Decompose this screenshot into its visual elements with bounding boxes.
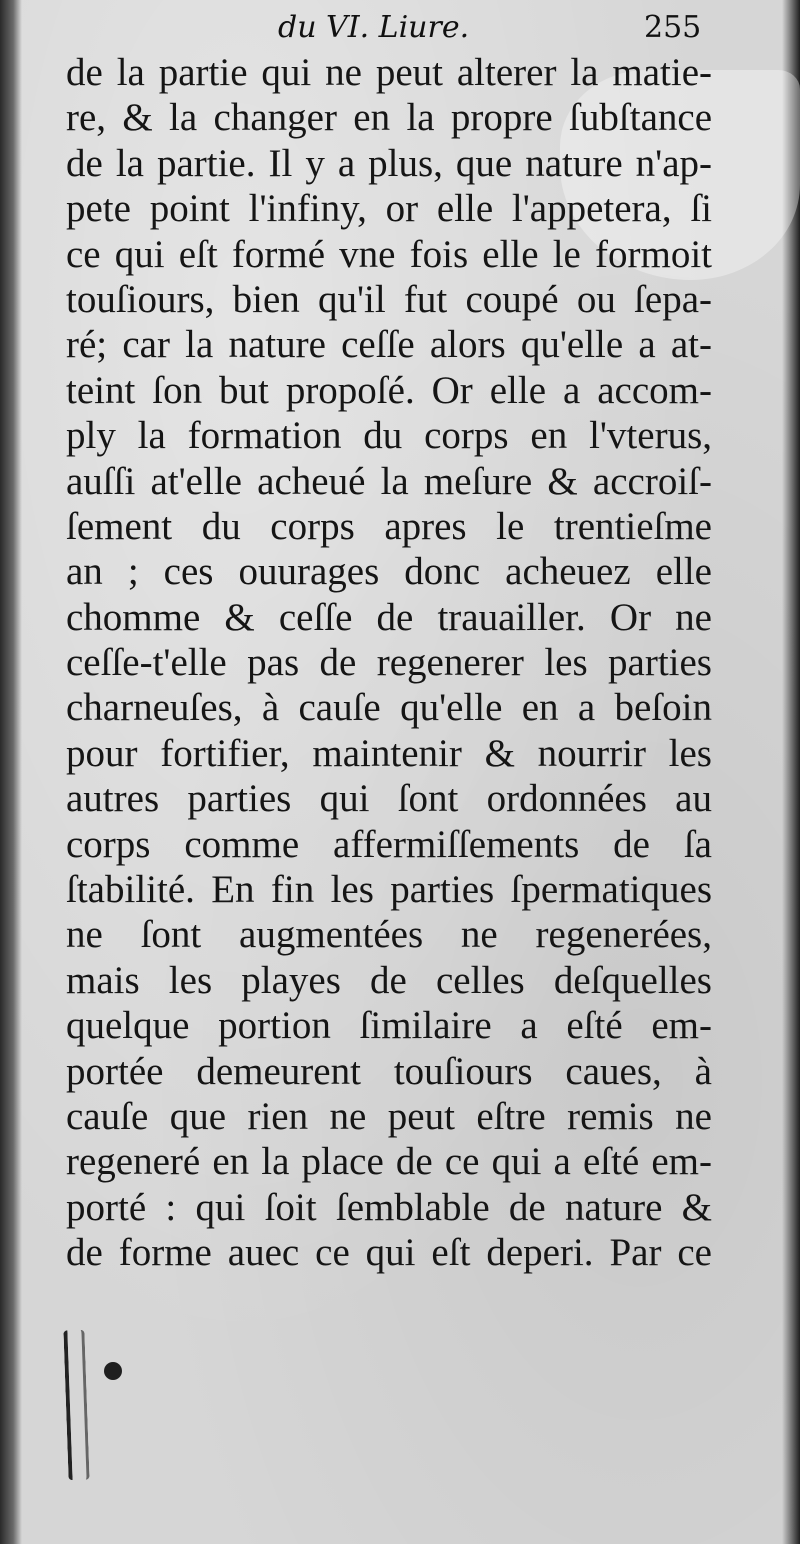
text-line: ſement du corps apres le trentieſme [66,504,712,548]
text-line: quelque portion ſimilaire a eſté em- [66,1004,712,1048]
text-line: auſſi at'elle acheué la meſure & accroiſ- [66,459,712,503]
text-line: de forme auec ce qui eſt deperi. Par ce [66,1231,712,1275]
text-line: teint ſon but propoſé. Or elle a accom- [66,368,712,412]
text-line: an ; ces ouurages donc acheuez elle [66,550,712,594]
running-head-title: du VI. Liure. [278,10,470,45]
text-line: autres parties qui ſont ordonnées au [66,777,712,821]
text-line: cauſe que rien ne peut eſtre remis ne [66,1094,712,1138]
page-number: 255 [644,10,702,45]
text-line: corps comme affermiſſements de ſa [66,822,712,866]
text-line: ce qui eſt formé vne fois elle le formoit [66,232,712,276]
text-line: charneuſes, à cauſe qu'elle en a beſoin [66,686,712,730]
text-line: ne ſont augmentées ne regenerées, [66,913,712,957]
text-line: pour fortifier, maintenir & nourrir les [66,731,712,775]
text-line: touſiours, bien qu'il fut coupé ou ſepa- [66,277,712,321]
text-line: portée demeurent touſiours caues, à [66,1049,712,1093]
text-line: de la partie qui ne peut alterer la matie- [66,51,712,94]
text-line: mais les playes de celles deſquelles [66,958,712,1002]
text-line: de la partie. Il y a plus, que nature n'ap- [66,141,712,185]
text-line: porté : qui ſoit ſemblable de nature & [66,1185,712,1229]
binding-thread-mark [63,1330,89,1481]
text-line: regeneré en la place de ce qui a eſté em- [66,1140,712,1184]
page-left-edge [0,0,22,1544]
text-line: pete point l'infiny, or elle l'appetera, ſi [66,187,712,231]
text-line: ſtabilité. En fin les parties ſpermatiques [66,868,712,912]
ink-dot [104,1362,122,1380]
text-line: ré; car la nature ceſſe alors qu'elle a at- [66,323,712,367]
text-line: ceſſe-t'elle pas de regenerer les parties [66,641,712,685]
text-line: ply la formation du corps en l'vterus, [66,414,712,458]
text-line: re, & la changer en la propre ſubſtance [66,96,712,140]
body-text [66,50,712,1276]
text-line: chomme & ceſſe de trauailler. Or ne [66,595,712,639]
running-head [0,6,800,50]
